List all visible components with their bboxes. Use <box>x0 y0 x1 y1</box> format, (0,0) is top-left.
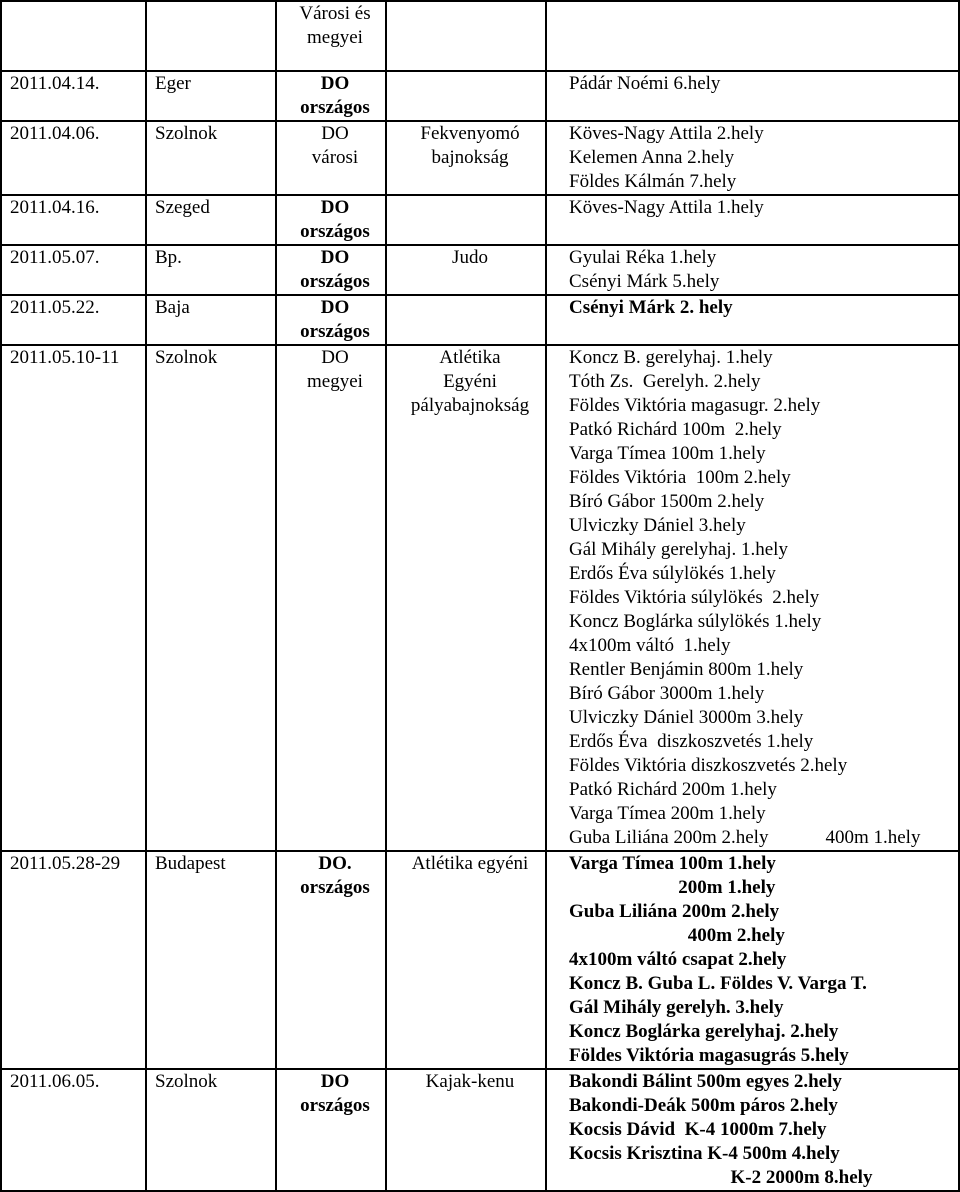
event-sport <box>386 295 546 345</box>
event-city: Eger <box>146 71 276 121</box>
event-sport-line: Kajak-kenu <box>425 1071 515 1092</box>
event-city: Budapest <box>146 851 276 1069</box>
result-line: Bíró Gábor 3000m 1.hely <box>569 683 765 704</box>
result-line: Csényi Márk 5.hely <box>569 271 720 292</box>
event-sport-line: pályabajnokság <box>410 395 530 416</box>
results-list <box>555 122 958 194</box>
header-city-cell <box>146 1 276 71</box>
event-results <box>546 1069 959 1191</box>
event-sport <box>386 245 546 295</box>
result-line: Varga Tímea 200m 1.hely <box>569 803 766 824</box>
result-line: Erdős Éva súlylökés 1.hely <box>569 563 776 584</box>
event-sport <box>386 345 546 851</box>
results-table-body <box>1 1 959 1191</box>
header-date-cell <box>1 1 146 71</box>
table-row <box>1 345 959 851</box>
event-level-line: országos <box>300 97 370 118</box>
event-level <box>276 295 386 345</box>
event-date: 2011.05.22. <box>1 295 146 345</box>
result-line: Tóth Zs. Gerelyh. 2.hely <box>569 371 761 392</box>
result-line: Ulviczky Dániel 3000m 3.hely <box>569 707 804 728</box>
results-list <box>555 1070 958 1190</box>
result-line: Földes Viktória magasugr. 2.hely <box>569 395 821 416</box>
event-city: Szolnok <box>146 345 276 851</box>
event-results <box>546 121 959 195</box>
event-results <box>546 195 959 245</box>
event-level-line: országos <box>300 321 370 342</box>
result-line: K-2 2000m 8.hely <box>569 1167 873 1188</box>
results-list <box>555 346 958 850</box>
event-sport-line: Atlétika <box>439 347 501 368</box>
result-line: 400m 2.hely <box>569 925 785 946</box>
result-line: Koncz B. Guba L. Földes V. Varga T. <box>569 973 867 994</box>
result-line: Pádár Noémi 6.hely <box>569 73 721 94</box>
event-level-line: országos <box>300 271 370 292</box>
event-level-line: városi <box>311 147 359 168</box>
event-level-line: DO <box>320 297 350 318</box>
event-sport <box>386 851 546 1069</box>
event-sport-line: Fekvenyomó <box>420 123 520 144</box>
result-line: Guba Liliána 200m 2.hely 400m 1.hely <box>569 827 921 848</box>
event-city: Szolnok <box>146 121 276 195</box>
table-row <box>1 295 959 345</box>
header-sport-cell <box>386 1 546 71</box>
event-level <box>276 121 386 195</box>
event-level <box>276 71 386 121</box>
event-sport-line: Egyéni <box>443 371 497 392</box>
result-line: Koncz Boglárka gerelyhaj. 2.hely <box>569 1021 839 1042</box>
table-row <box>1 195 959 245</box>
event-level-line: DO. <box>318 853 352 874</box>
header-row <box>1 1 959 71</box>
event-date: 2011.04.14. <box>1 71 146 121</box>
results-list <box>555 852 958 1068</box>
event-date: 2011.05.07. <box>1 245 146 295</box>
event-sport-line: bajnokság <box>431 147 509 168</box>
result-line: 4x100m váltó 1.hely <box>569 635 731 656</box>
result-line: Földes Viktória súlylökés 2.hely <box>569 587 820 608</box>
event-level-line: DO <box>321 347 349 368</box>
header-level-cell <box>276 1 386 71</box>
result-line: Gyulai Réka 1.hely <box>569 247 717 268</box>
result-line: Rentler Benjámin 800m 1.hely <box>569 659 804 680</box>
result-line: Bakondi Bálint 500m egyes 2.hely <box>569 1071 842 1092</box>
result-line: Gál Mihály gerelyh. 3.hely <box>569 997 784 1018</box>
result-line: Köves-Nagy Attila 2.hely <box>569 123 764 144</box>
event-date: 2011.06.05. <box>1 1069 146 1191</box>
event-level-line: megyei <box>307 371 363 392</box>
event-level <box>276 1069 386 1191</box>
results-list <box>555 196 958 220</box>
result-line: Patkó Richárd 200m 1.hely <box>569 779 777 800</box>
table-row <box>1 71 959 121</box>
event-date: 2011.05.28-29 <box>1 851 146 1069</box>
event-results <box>546 851 959 1069</box>
result-line: 200m 1.hely <box>569 877 776 898</box>
event-sport <box>386 1069 546 1191</box>
result-line: 4x100m váltó csapat 2.hely <box>569 949 787 970</box>
event-date: 2011.04.16. <box>1 195 146 245</box>
result-line: Földes Viktória magasugrás 5.hely <box>569 1045 849 1066</box>
event-level <box>276 851 386 1069</box>
event-results <box>546 245 959 295</box>
results-list <box>555 72 958 96</box>
event-level-line: DO <box>320 247 350 268</box>
result-line: Guba Liliána 200m 2.hely <box>569 901 780 922</box>
result-line: Csényi Márk 2. hely <box>569 297 733 318</box>
result-line: Erdős Éva diszkoszvetés 1.hely <box>569 731 814 752</box>
result-line: Koncz B. gerelyhaj. 1.hely <box>569 347 773 368</box>
event-date: 2011.04.06. <box>1 121 146 195</box>
result-line: Varga Tímea 100m 1.hely <box>569 853 776 874</box>
event-level-line: DO <box>320 73 350 94</box>
results-list <box>555 296 958 320</box>
event-level-line: DO <box>320 197 350 218</box>
header-results-cell <box>546 1 959 71</box>
result-line: Bakondi-Deák 500m páros 2.hely <box>569 1095 838 1116</box>
event-date: 2011.05.10-11 <box>1 345 146 851</box>
result-line: Varga Tímea 100m 1.hely <box>569 443 766 464</box>
event-level-line: DO <box>320 1071 350 1092</box>
table-row <box>1 851 959 1069</box>
result-line: Kocsis Krisztina K-4 500m 4.hely <box>569 1143 840 1164</box>
event-city: Szolnok <box>146 1069 276 1191</box>
event-results <box>546 345 959 851</box>
event-city: Bp. <box>146 245 276 295</box>
event-level-line: országos <box>300 1095 370 1116</box>
header-level-line-1: Városi és <box>299 3 371 24</box>
result-line: Földes Viktória 100m 2.hely <box>569 467 791 488</box>
event-level-line: országos <box>300 877 370 898</box>
result-line: Földes Kálmán 7.hely <box>569 171 737 192</box>
results-list <box>555 246 958 294</box>
result-line: Ulviczky Dániel 3.hely <box>569 515 746 536</box>
result-line: Bíró Gábor 1500m 2.hely <box>569 491 765 512</box>
result-line: Kocsis Dávid K-4 1000m 7.hely <box>569 1119 827 1140</box>
event-sport-line: Atlétika egyéni <box>411 853 529 874</box>
table-row <box>1 121 959 195</box>
event-level <box>276 245 386 295</box>
event-sport <box>386 195 546 245</box>
event-results <box>546 71 959 121</box>
result-line: Kelemen Anna 2.hely <box>569 147 735 168</box>
result-line: Földes Viktória diszkoszvetés 2.hely <box>569 755 848 776</box>
header-level-line-2: megyei <box>307 27 363 48</box>
event-results <box>546 295 959 345</box>
event-city: Szeged <box>146 195 276 245</box>
result-line: Köves-Nagy Attila 1.hely <box>569 197 764 218</box>
result-line: Gál Mihály gerelyhaj. 1.hely <box>569 539 788 560</box>
event-level <box>276 345 386 851</box>
event-level-line: DO <box>321 123 349 144</box>
table-row <box>1 245 959 295</box>
event-sport <box>386 121 546 195</box>
event-level <box>276 195 386 245</box>
event-city: Baja <box>146 295 276 345</box>
event-sport <box>386 71 546 121</box>
table-row <box>1 1069 959 1191</box>
result-line: Patkó Richárd 100m 2.hely <box>569 419 782 440</box>
event-level-line: országos <box>300 221 370 242</box>
result-line: Koncz Boglárka súlylökés 1.hely <box>569 611 822 632</box>
event-sport-line: Judo <box>452 247 488 268</box>
